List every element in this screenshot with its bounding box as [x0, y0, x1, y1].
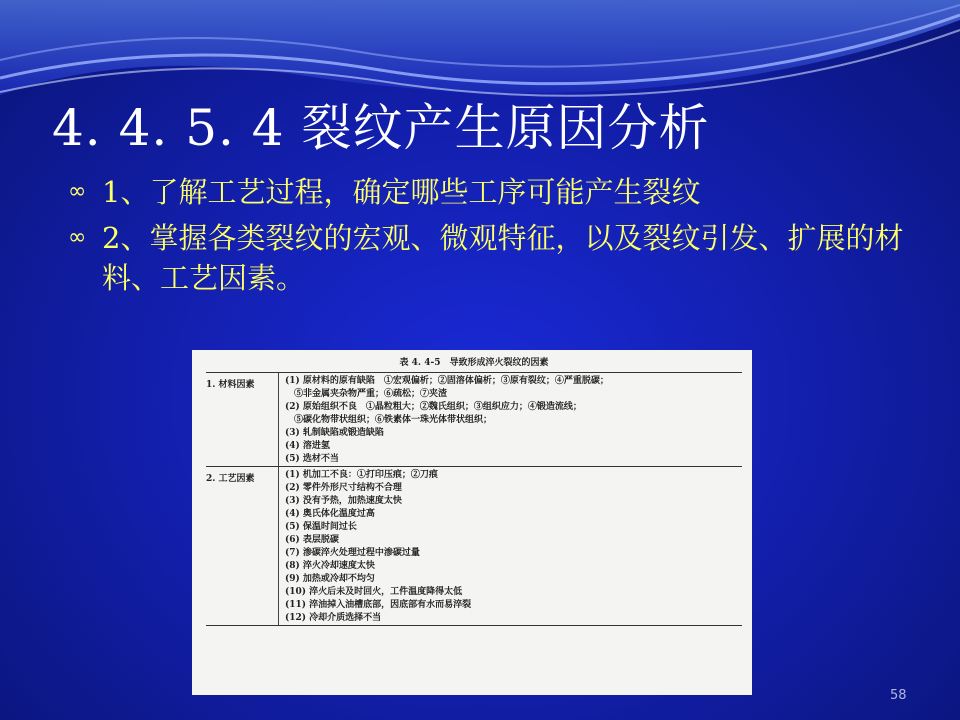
table-category: 2. 工艺因素: [206, 467, 279, 625]
table-line: (4) 奥氏体化温度过高: [285, 509, 375, 519]
table-line: (1) 机加工不良：①打印压痕；②刀痕: [285, 470, 438, 480]
table-line: (6) 表层脱碳: [285, 535, 339, 545]
table-line: (2) 原始组织不良 ①晶粒粗大；②魏氏组织；③组织应力；④锻造流线；: [285, 402, 582, 412]
table-line: (10) 淬火后未及时回火，工件温度降得太低: [285, 587, 463, 597]
table-caption: 表 4. 4-5 导致形成淬火裂纹的因素: [399, 358, 549, 368]
table-line: (7) 渗碳淬火处理过程中渗碳过量: [285, 548, 420, 558]
table-line: ⑤碳化物带状组织；⑥铁素体一珠光体带状组织；: [285, 415, 493, 425]
table-line: (5) 选材不当: [285, 454, 339, 464]
slide-title: 4. 4. 5. 4 裂纹产生原因分析: [52, 99, 710, 157]
table-line: (4) 溶进氢: [285, 441, 330, 451]
table-line: (2) 零件外形尺寸结构不合理: [285, 483, 402, 493]
infinity-bullet-icon: ∞: [68, 179, 87, 204]
page-number: 58: [890, 688, 907, 703]
bullet-text: 1、了解工艺过程，确定哪些工序可能产生裂纹: [102, 175, 701, 209]
table-line: (12) 冷却介质选择不当: [285, 613, 382, 623]
table-bottom-rule: [206, 625, 742, 626]
table-line: (5) 保温时间过长: [285, 522, 357, 532]
table-group-material: [206, 373, 742, 466]
table-line: (3) 没有予热，加热速度太快: [285, 496, 402, 506]
table-line: (11) 淬油掉入油槽底部，因底部有水而易淬裂: [285, 600, 472, 610]
table-line: ⑤非金属夹杂物严重；⑥疏松；⑦夹渣: [285, 389, 448, 399]
table-group-process: [206, 467, 742, 625]
bullet-item: [68, 218, 908, 298]
table-line: (1) 原材料的原有缺陷 ①宏观偏析；②固溶体偏析；③原有裂纹；④严重脱碳；: [285, 376, 609, 386]
scanned-table-image: [192, 350, 752, 695]
table-line: (9) 加热或冷却不均匀: [285, 574, 375, 584]
table-line: (8) 淬火冷却速度太快: [285, 561, 375, 571]
bullet-text: 2、掌握各类裂纹的宏观、微观特征，以及裂纹引发、扩展的材料、工艺因素。: [102, 221, 904, 295]
table-category: 1. 材料因素: [206, 373, 279, 466]
table-line: (3) 轧制缺陷或锻造缺陷: [285, 428, 384, 438]
bullet-item: [68, 172, 908, 212]
bullet-list: [68, 172, 908, 304]
infinity-bullet-icon: ∞: [68, 225, 87, 250]
